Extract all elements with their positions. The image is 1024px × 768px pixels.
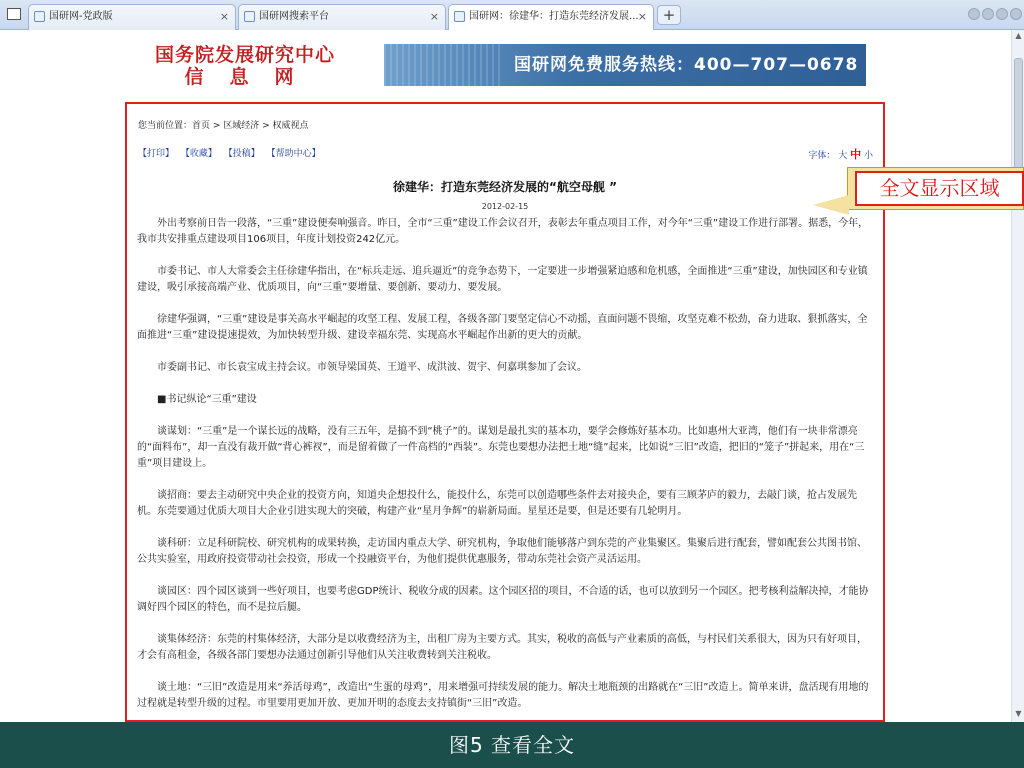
submit-link[interactable]: 【投稿】 (223, 149, 260, 159)
favicon-icon (454, 11, 465, 22)
app-menu-icon[interactable] (7, 8, 21, 20)
article-frame (125, 102, 885, 722)
tab-label: 国研网：徐建华：打造东莞经济发展... (469, 11, 639, 22)
paragraph: 市委书记、市人大常委会主任徐建华指出，在“标兵走远、追兵逼近”的竞争态势下，一定要进一步增强紧迫感和危机感，全面推进“三重”建设，加快园区和专业镇建设，吸引承接高端产业、优质项目，向“三重”要增量、要创新、要动力、要发展。 (137, 266, 868, 293)
paragraph: 谈土地：“三旧”改造是用来“养活母鸡”，改造出“生蛋的母鸡”，用来增强可持续发展的能力。解决土地瓶颈的出路就在“三旧”改造上。简单来讲，盘活现有用地的过程就是转型升级的过程。市里要用更加开放、更加开明的态度去支持镇街“三旧”改造。 (137, 682, 869, 709)
paragraph: 谈谋划：“三重”是一个谋长远的战略，没有三五年，是搞不到“桃子”的。谋划是最扎实的基本功，要学会修炼好基本功。比如惠州大亚湾，他们有一块非常漂亮的“面料布”，却一直没有裁开做“背心裤衩”，而是留着做了一件高档的“西装”。东莞也要想办法把土地“缝”起来，比如说“三旧”改造，把旧的“笼子”拼起来，用在“三重”项目建设上。 (137, 426, 865, 469)
article-toolbar (138, 146, 325, 159)
callout-arrow (813, 195, 849, 215)
favorite-link[interactable]: 【收藏】 (180, 149, 217, 159)
article-body (137, 216, 875, 722)
paragraph: 外出考察前日告一段落，“三重”建设便奏响强音。昨日，全市“三重”建设工作会议召开，表彰去年重点项目工作，对今年“三重”建设工作进行部署。据悉，今年，我市共安排重点建设项目106项目，年度计划投资242亿元。 (137, 218, 869, 245)
section-heading: ■书记纵论“三重”建设 (157, 394, 257, 405)
close-tab-icon[interactable]: × (637, 10, 647, 23)
help-center-link[interactable]: 【帮助中心】 (266, 149, 321, 159)
paragraph: 谈科研：立足科研院校、研究机构的成果转换，走访国内重点大学、研究机构，争取他们能够落户到东莞的产业集聚区。集聚后进行配套，譬如配套公共图书馆、公共实验室，用政府投资带动社会投资，形成一个投融资平台，为他们提供优惠服务，带动东莞社会资产灵活运用。 (137, 538, 867, 565)
back-nav-icon[interactable] (968, 8, 980, 20)
tab-party-edition[interactable] (28, 4, 236, 30)
close-tab-icon[interactable]: × (219, 10, 229, 23)
paragraph: 市委副书记、市长袁宝成主持会议。市领导梁国英、王道平、成洪波、贺宇、何嘉琪参加了会议。 (157, 362, 587, 373)
paragraph: 谈招商：要去主动研究中央企业的投资方向，知道央企想投什么，能投什么，东莞可以创造哪些条件去对接央企，要有三顾茅庐的毅力，去敲门谈，抢占发展先机。东莞要通过优质大项目大企业引进实现大的突破，构建产业“星月争辉”的崭新局面。星星还是要，但是还要有几轮明月。 (137, 490, 857, 517)
menu-nav-icon[interactable] (996, 8, 1008, 20)
font-size-selector (808, 146, 873, 162)
breadcrumb: 您当前位置：首页 > 区域经济 > 权威视点 (138, 121, 309, 131)
browser-tab-bar (0, 0, 1024, 30)
page-viewport (0, 30, 1011, 722)
scroll-up-icon[interactable]: ▲ (1015, 31, 1022, 40)
tab-search-platform[interactable] (238, 4, 446, 30)
favicon-icon (34, 11, 45, 22)
paragraph: 谈园区：四个园区谈到一些好项目，也要考虑GDP统计、税收分成的因素。这个园区招的项目，不合适的话，也可以放到另一个园区。把考核利益解决掉，才能协调好四个园区的特色，而不是拉后腿。 (137, 586, 869, 613)
forward-nav-icon[interactable] (982, 8, 994, 20)
logo-line-2: 信息网 (184, 66, 320, 88)
tab-article[interactable] (448, 4, 654, 31)
article-title: 徐建华：打造东莞经济发展的“航空母舰 ” (393, 180, 617, 194)
hotline-banner[interactable]: 国研网免费服务热线：400—707—0678 (384, 44, 866, 86)
scrollbar-thumb[interactable] (1014, 58, 1023, 178)
font-size-small[interactable]: 小 (863, 151, 873, 161)
paragraph: 徐建华强调，“三重”建设是事关高水平崛起的攻坚工程、发展工程，各级各部门要坚定信心不动摇，直面问题不畏缩，攻坚克难不松劲，奋力进取、狠抓落实，全面推进“三重”建设提速提效，为加快转型升级、建设幸福东莞、实现高水平崛起作出新的更大的贡献。 (137, 314, 868, 341)
callout-label: 全文显示区域 (855, 171, 1024, 206)
tab-label: 国研网搜索平台 (259, 11, 329, 22)
article-date: 2012-02-15 (481, 202, 529, 211)
paragraph: 谈集体经济：东莞的村集体经济，大部分是以收费经济为主，出租厂房为主要方式。其实，税收的高低与产业素质的高低，与村民们关系很大，因为只有好项目，才会有高租金，各级各部门要想办法通过创新引导他们从关注收费转到关注税收。 (137, 634, 867, 661)
vertical-scrollbar[interactable] (1011, 30, 1024, 722)
font-size-medium[interactable]: 中 (850, 148, 862, 161)
close-tab-icon[interactable]: × (429, 10, 439, 23)
font-size-label: 字体： (808, 151, 836, 161)
down-nav-icon[interactable] (1010, 8, 1022, 20)
scroll-down-icon[interactable]: ▼ (1015, 709, 1022, 718)
font-size-large[interactable]: 大 (838, 151, 848, 161)
site-logo[interactable] (150, 44, 340, 88)
print-link[interactable]: 【打印】 (138, 149, 175, 159)
figure-caption: 图5 查看全文 (0, 722, 1024, 768)
tab-label: 国研网-党政版 (49, 11, 113, 22)
favicon-icon (244, 11, 255, 22)
logo-line-1: 国务院发展研究中心 (154, 44, 335, 66)
new-tab-button[interactable]: + (657, 5, 681, 25)
